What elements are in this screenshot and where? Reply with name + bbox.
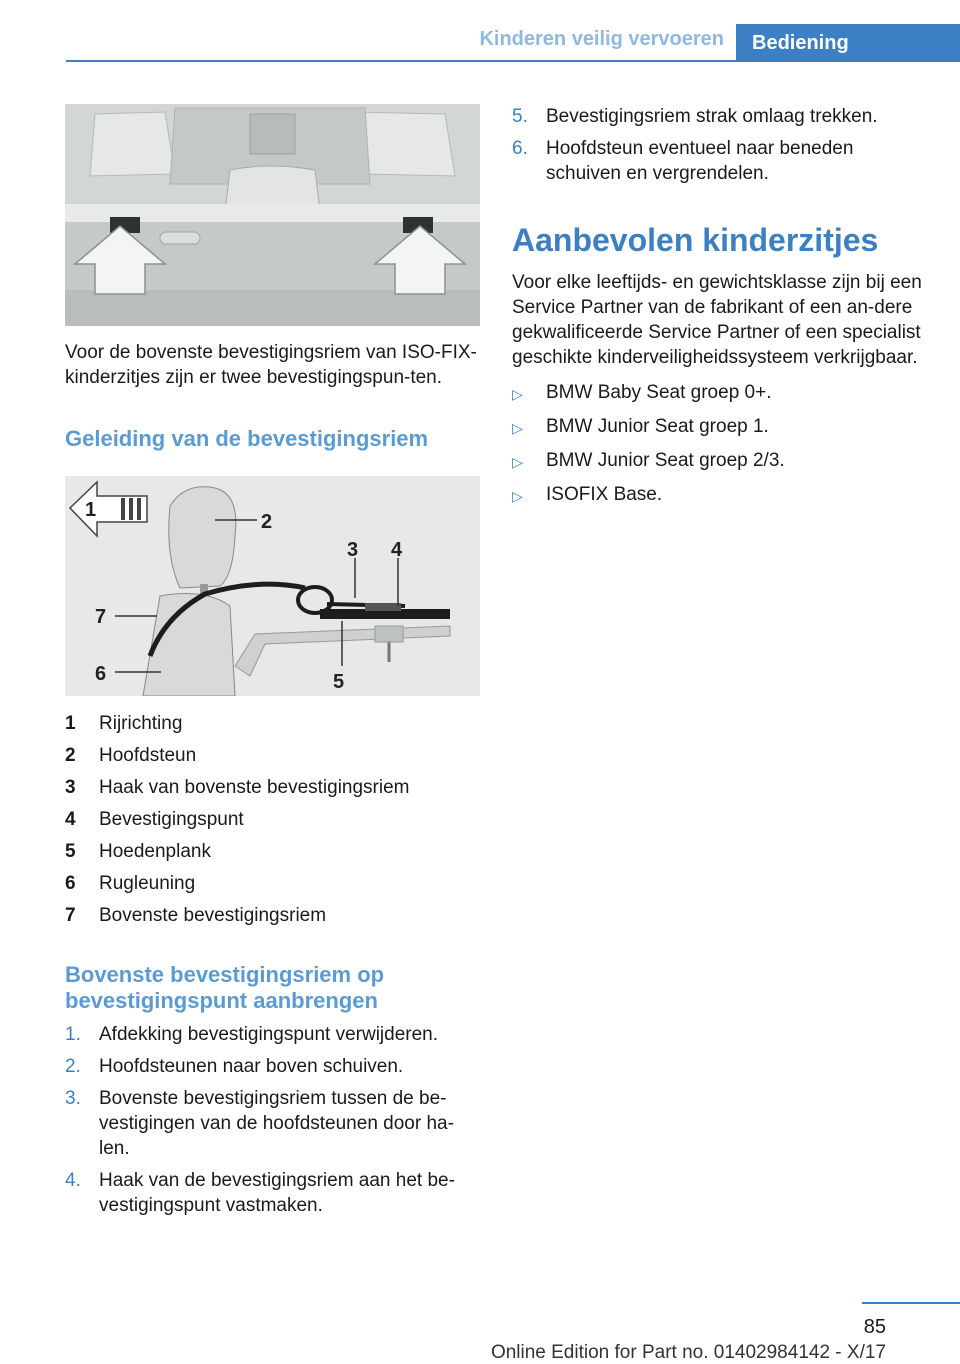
legend-item: 7 Bovenste bevestigingsriem xyxy=(65,905,327,926)
photo-caption: Voor de bovenste bevestigingsriem van ISO-FIX-kinderzitjes zijn er twee bevestigingspun-ten. xyxy=(65,342,477,388)
right-column xyxy=(512,104,932,516)
diagram-label-2: 2 xyxy=(261,511,273,533)
recommended-intro: Voor elke leeftijds- en gewichtsklasse zijn bij een Service Partner van de fabrikant of een an-dere gekwalificeerde Service Partner of een specialist geschikte kinderveiligheidssysteem verkrijgbaar. xyxy=(512,272,922,368)
legend-item: 1 Rijrichting xyxy=(65,713,183,734)
page-number: 85 xyxy=(863,1316,886,1338)
list-item: 5. Bevestigingsriem strak omlaag trekken. xyxy=(512,106,878,127)
diagram-label-3: 3 xyxy=(347,539,359,561)
list-item: ▷ BMW Baby Seat groep 0+. xyxy=(512,380,932,407)
heading-attach-strap: Bovenste bevestigingsriem op bevestigingspunt aanbrengen xyxy=(65,962,385,1013)
legend-item: 3 Haak van bovenste bevestigingsriem xyxy=(65,777,410,798)
list-item: ▷ BMW Junior Seat groep 2/3. xyxy=(512,448,932,475)
list-item: 3. Bovenste bevestigingsriem tussen de be-vestigingen van de hoofdsteunen door ha-len. xyxy=(65,1088,454,1159)
rear-shelf-illustration xyxy=(65,104,480,326)
triangle-bullet-icon: ▷ xyxy=(512,386,523,402)
diagram-label-4: 4 xyxy=(391,539,403,561)
diagram-label-6: 6 xyxy=(95,663,107,685)
list-item: 4. Haak van de bevestigingsriem aan het be-vestigingspunt vastmaken. xyxy=(65,1170,455,1216)
list-item: 2. Hoofdsteunen naar boven schuiven. xyxy=(65,1056,404,1077)
header-rule xyxy=(66,60,960,62)
legend-item: 4 Bevestigingspunt xyxy=(65,809,244,830)
triangle-bullet-icon: ▷ xyxy=(512,454,523,470)
chapter-title[interactable]: Kinderen veilig vervoeren xyxy=(479,28,724,50)
legend-item: 2 Hoofdsteun xyxy=(65,745,197,766)
diagram-legend xyxy=(65,708,480,932)
list-item: ▷ ISOFIX Base. xyxy=(512,482,932,509)
legend-item: 6 Rugleuning xyxy=(65,873,196,894)
continued-steps-list xyxy=(512,104,932,186)
diagram-label-5: 5 xyxy=(333,671,345,693)
footer-rule xyxy=(862,1302,960,1304)
list-item: 6. Hoofdsteun eventueel naar beneden schuiven en vergrendelen. xyxy=(512,138,854,184)
heading-strap-guide: Geleiding van de bevestigingsriem xyxy=(65,426,429,451)
diagram-label-7: 7 xyxy=(95,606,107,628)
left-column xyxy=(65,104,480,1225)
triangle-bullet-icon: ▷ xyxy=(512,488,523,504)
section-tab[interactable]: Bediening xyxy=(736,24,960,62)
attach-steps-list xyxy=(65,1022,480,1218)
list-item: ▷ BMW Junior Seat groep 1. xyxy=(512,414,932,441)
list-item: 1. Afdekking bevestigingspunt verwijderen. xyxy=(65,1024,439,1045)
triangle-bullet-icon: ▷ xyxy=(512,420,523,436)
legend-item: 5 Hoedenplank xyxy=(65,841,211,862)
diagram-label-1: 1 xyxy=(85,499,97,521)
rear-shelf-anchor-photo xyxy=(65,104,480,326)
edition-footer: Online Edition for Part no. 01402984142 - X/17 xyxy=(490,1342,886,1363)
page-header xyxy=(66,24,960,62)
heading-recommended-seats: Aanbevolen kinderzitjes xyxy=(512,222,879,258)
strap-routing-diagram xyxy=(65,476,480,696)
recommended-seats-list xyxy=(512,380,932,509)
strap-routing-illustration xyxy=(65,476,480,696)
